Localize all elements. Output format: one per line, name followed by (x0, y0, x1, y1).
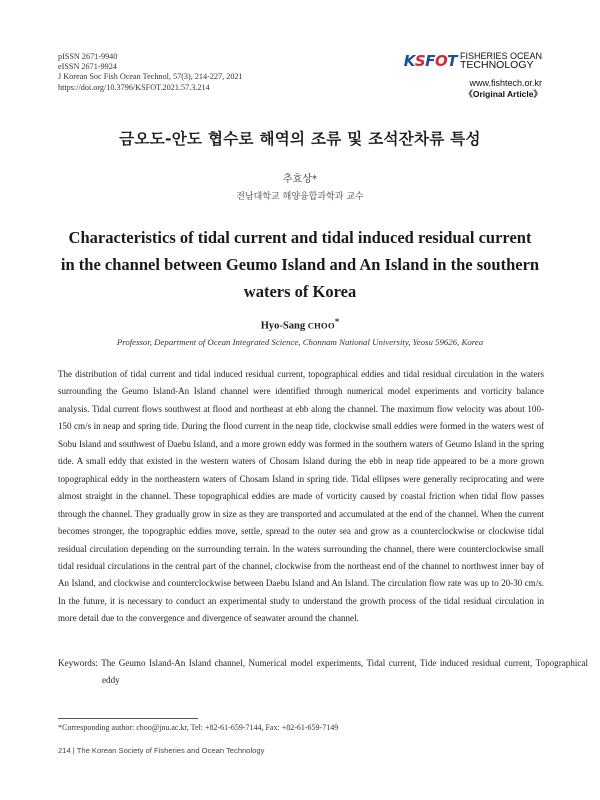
keywords (58, 655, 588, 689)
logo-mark: KSFOT (403, 52, 457, 70)
corresponding-footnote: *Corresponding author: choo@jnu.ac.kr, Tel: +82-61-659-7144, Fax: +82-61-659-7149 (58, 723, 339, 732)
ksfot-logo (392, 52, 542, 70)
affiliation-korean: 전남대학교 해양융합과학과 교수 (236, 192, 364, 202)
pissn: pISSN 2671-9940 (58, 52, 118, 61)
journal-logo-block (392, 52, 542, 100)
keywords-text: The Geumo Island-An Island channel, Numerical model experiments, Tidal current, Tide induced residual current, Topographical eddy (101, 658, 588, 685)
logo-line-1: FISHERIES OCEAN (459, 51, 542, 61)
citation: J Korean Soc Fish Ocean Technol, 57(3), 214-227, 2021 (58, 72, 243, 82)
journal-meta (58, 52, 243, 93)
abstract: The distribution of tidal current and tidal induced residual current, topographical eddies and tidal residual circulation in the waters surrounding the Geumo Island-An Island channel were identified through numerical model experiments and vorticity balance analysis. Tidal current flows southwest at flood and northeast at ebb along the channel. The maximum flow velocity was about 100-150 cm/s in neap and spring tide. During the flood current in the neap tide, clockwise small eddies were formed in the waters west of Sobu Island and southwest of Daebu Island, and a more grown eddy was formed in the southern waters of Geumo Island in the spring tide. A small eddy that existed in the western waters of Chosam Island during the ebb in neap tide appeared to be a more grown topographical eddy in the northeastern waters of Chosam Island in spring tide. Tidal ellipses were generally reciprocating and were almost straight in the channel. These topographical eddies are made of vorticity caused by coastal friction when tidal flow passes through the channel. They gradually grow in size as they are transported and accumulated at the end of the channel. When the current becomes stronger, the topographic eddies move, settle, spread to the outer sea and grow as a counterclockwise or clockwise tidal residual circulation depending on the surrounding terrain. In the waters surrounding the channel, there were counterclockwise small tidal residual circulations in the central part of the channel, clockwise from the northeast end of the channel to northwest inner bay of An Island, and clockwise and counterclockwise between Daebu Island and An Island. The circulation flow rate was up to 20-30 cm/s. In the future, it is necessary to conduct an experimental study to understand the growth process of the tidal residual circulation in more detail due to the convergence and divergence of seawater around the channel. (58, 369, 544, 624)
doi-link[interactable]: https://doi.org/10.3796/KSFOT.2021.57.3.214 (58, 82, 210, 92)
author-family-name: CHOO (307, 320, 335, 331)
footnote-divider (58, 718, 198, 719)
affiliation-english: Professor, Department of Ocean Integrated Science, Chonnam National University, Yeosu 59626, Korea (116, 337, 484, 347)
keywords-label: Keywords: (58, 658, 98, 668)
logo-text (460, 52, 542, 70)
title-english: Characteristics of tidal current and tidal induced residual current in the channel between Geumo Island and An Island in the southern waters of Korea (60, 228, 540, 301)
corresponding-mark: * (334, 316, 340, 326)
article-type: 《Original Article》 (464, 89, 542, 99)
site-url[interactable]: www.fishtech.or.kr (469, 78, 542, 88)
title-korean: 금오도-안도 협수로 해역의 조류 및 조석잔차류 특성 (119, 130, 481, 148)
eissn: eISSN 2671-9924 (58, 62, 117, 72)
page-footer: 214 | The Korean Society of Fisheries and Ocean Technology (58, 746, 265, 755)
author-given-name: Hyo-Sang (260, 320, 306, 332)
author-korean: 추효상* (283, 174, 317, 185)
author-english (0, 316, 600, 332)
logo-line-2: TECHNOLOGY (459, 59, 534, 71)
